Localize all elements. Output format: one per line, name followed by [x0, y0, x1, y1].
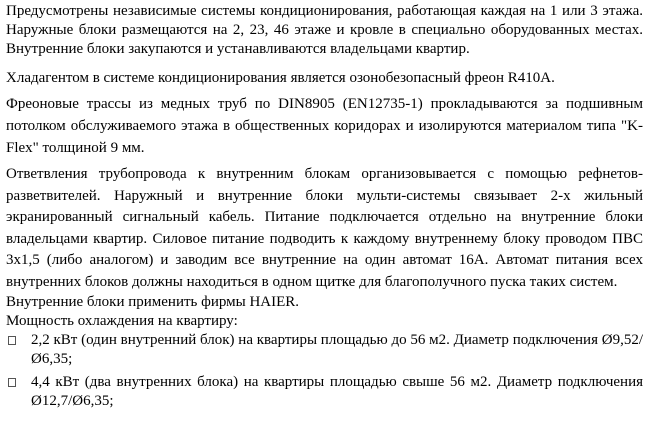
list-item: [6, 373, 643, 411]
paragraph-freon-lines: Фреоновые трассы из медных труб по DIN8905 (EN12735-1) прокладываются за подшивным потолком обслуживаемого этажа в общественных коридорах и изолируются материалом типа "K-Flex" толщиной 9 мм.: [6, 96, 643, 156]
checkbox-bullet-icon: [8, 378, 16, 387]
document-page: [6, 2, 643, 411]
list-item-text: 4,4 кВт (два внутренних блока) на квартиры площадью свыше 56 м2. Диаметр подключения Ø12,7/Ø6,35;: [31, 374, 643, 409]
manufacturer-line: Внутренние блоки применить фирмы HAIER.: [6, 294, 300, 310]
list-item-text: 2,2 кВт (один внутренний блок) на квартиры площадью до 56 м2. Диаметр подключения Ø9,52/Ø6,35;: [31, 332, 643, 367]
paragraph-branching-and-power: Ответвления трубопровода к внутренним блокам организовывается с помощью рефнетов-разветвителей. Наружный и внутренние блоки мульти-системы связывает 2-х жильный экранированный сигнальный кабель. Питание подключается отдельно на внутренние блоки владельцами квартир. Силовое питание подводить к каждому внутреннему блоку проводом ПВС 3х1,5 (либо аналогом) и заводим все внутренние на один автомат 16А. Автомат питания всех внутренних блоков должны находиться в одном щитке для благополучного пуска таких систем.: [6, 166, 643, 290]
list-item: [6, 331, 643, 369]
capacity-heading: Мощность охлаждения на квартиру:: [6, 313, 238, 329]
paragraph-system-overview: Предусмотрены независимые системы кондиционирования, работающая каждая на 1 или 3 этажа. Наружные блоки размещаются на 2, 23, 46 этаже и кровле в специально оборудованных местах. Внутренние блоки закупаются и устанавливаются владельцами квартир.: [6, 3, 643, 57]
checkbox-bullet-icon: [8, 336, 16, 345]
paragraph-refrigerant: Хладагентом в системе кондиционирования является озонобезопасный фреон R410A.: [6, 70, 555, 86]
